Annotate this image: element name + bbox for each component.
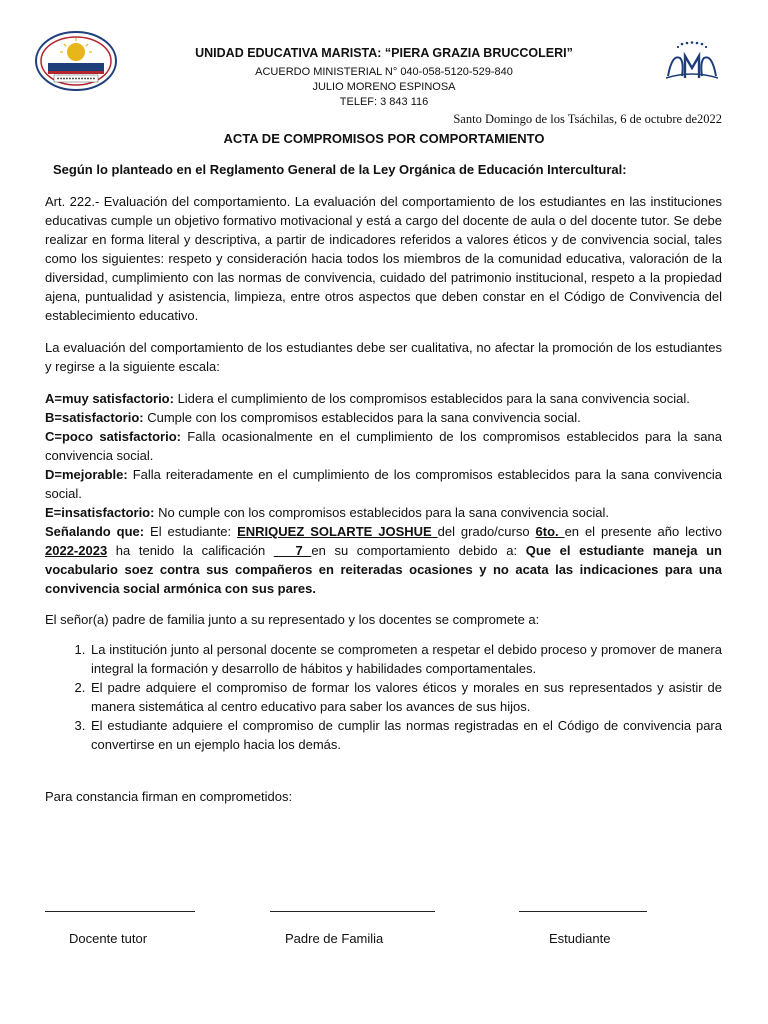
commitment-item: 3. El estudiante adquiere el compromiso de cumplir las normas registradas en el Código de convivencia para convertirse en un ejemplo hacia los demás. (89, 716, 722, 754)
statement-text: en su comportamiento debido a: (311, 543, 526, 558)
signature-label-parent: Padre de Familia (285, 931, 384, 946)
behavior-statement (45, 522, 722, 598)
signature-line-student (519, 911, 647, 912)
commitment-item: 2. El padre adquiere el compromiso de formar los valores éticos y morales en sus representados y asistir de manera sistemática al centro educativo para saber los avances de sus hijos. (89, 678, 722, 716)
scale-desc: Falla ocasionalmente en el cumplimiento de los compromisos establecidos para la sana convivencia social. (45, 429, 722, 463)
scale-item-b (45, 408, 722, 427)
institution-address: JULIO MORENO ESPINOSA (312, 81, 456, 93)
scale-desc: No cumple con los compromisos establecidos para la sana convivencia social. (154, 505, 609, 520)
scale-term: E=insatisfactorio: (45, 505, 155, 520)
statement-text: del grado/curso (437, 524, 536, 539)
student-name: ENRIQUEZ SOLARTE JOSHUE (237, 524, 438, 539)
student-grade: 6to. (535, 524, 565, 539)
commitments-list (45, 640, 722, 754)
signature-label-teacher: Docente tutor (69, 931, 148, 946)
signature-line-parent (270, 911, 435, 912)
place-and-date: Santo Domingo de los Tsáchilas, 6 de octubre de2022 (453, 112, 722, 126)
evaluation-intro: La evaluación del comportamiento de los estudiantes debe ser cualitativa, no afectar la promoción de los estudiantes y regirse a la siguiente escala: (45, 340, 722, 374)
statement-text: El estudiante: (144, 524, 238, 539)
commitment-intro: El señor(a) padre de familia junto a su representado y los docentes se compromete a: (45, 612, 540, 627)
maristas-logo (658, 40, 726, 94)
scale-desc: Falla reiteradamente en el cumplimiento de los compromisos establecidos para la sana convivencia social. (45, 467, 722, 501)
school-emblem-logo (34, 30, 118, 92)
institution-name: UNIDAD EDUCATIVA MARISTA: “PIERA GRAZIA BRUCCOLERI” (195, 46, 573, 60)
scale-desc: Lidera el cumplimiento de los compromisos establecidos para la sana convivencia social. (173, 391, 690, 406)
scale-item-c (45, 427, 722, 465)
regulation-reference: Según lo planteado en el Reglamento General de la Ley Orgánica de Educación Intercultural: (53, 162, 627, 177)
institution-phone: TELEF: 3 843 116 (339, 96, 429, 108)
statement-text: ha tenido la calificación (107, 543, 274, 558)
scale-term: D=mejorable: (45, 467, 128, 482)
commitment-item: 1. La institución junto al personal docente se comprometen a respetar el debido proceso y promover de manera integral la formación y desarrollo de hábitos y habilidades comportamentales. (89, 640, 722, 678)
behavior-reason: Que el estudiante maneja un vocabulario soez contra sus compañeros en reiteradas ocasiones y no acata las indicaciones para una convivencia social armónica con sus pares. (45, 543, 722, 596)
scale-item-e (45, 503, 722, 522)
scale-item-a (45, 389, 722, 408)
signature-label-student: Estudiante (549, 931, 611, 946)
article-paragraph: Art. 222.- Evaluación del comportamiento. La evaluación del comportamiento de los estudiantes en las instituciones educativas cumple un objetivo formativo motivacional y está a cargo del docente de aula o del docente tutor. Se debe realizar en forma literal y descriptiva, a partir de indicadores referidos a valores éticos y de convivencia social, tales como los siguientes: respeto y consideración hacia todos los miembros de la comunidad educativa, valoración de la diversidad, cumplimiento con las normas de convivencia, cuidado del patrimonio institucional, respeto a la propiedad ajena, puntualidad y asistencia, limpieza, entre otros aspectos que deben constar en el Código de Convivencia del establecimiento educativo. (45, 194, 722, 323)
signature-line-teacher (45, 911, 195, 912)
scale-item-d (45, 465, 722, 503)
scale-term: A=muy satisfactorio: (45, 391, 174, 406)
ministerial-agreement: ACUERDO MINISTERIAL N° 040-058-5120-529-840 (255, 66, 513, 78)
statement-lead: Señalando que: (45, 524, 145, 539)
scale-desc: Cumple con los compromisos establecidos para la sana convivencia social. (143, 410, 581, 425)
scale-term: C=poco satisfactorio: (45, 429, 181, 444)
scale-term: B=satisfactorio: (45, 410, 144, 425)
statement-text: en el presente año lectivo (564, 524, 723, 539)
behavior-score: ___7 (273, 543, 312, 558)
school-year: 2022-2023 (45, 543, 108, 558)
closing-text: Para constancia firman en comprometidos: (45, 789, 293, 804)
grading-scale (45, 389, 722, 598)
document-title: ACTA DE COMPROMISOS POR COMPORTAMIENTO (223, 131, 545, 146)
